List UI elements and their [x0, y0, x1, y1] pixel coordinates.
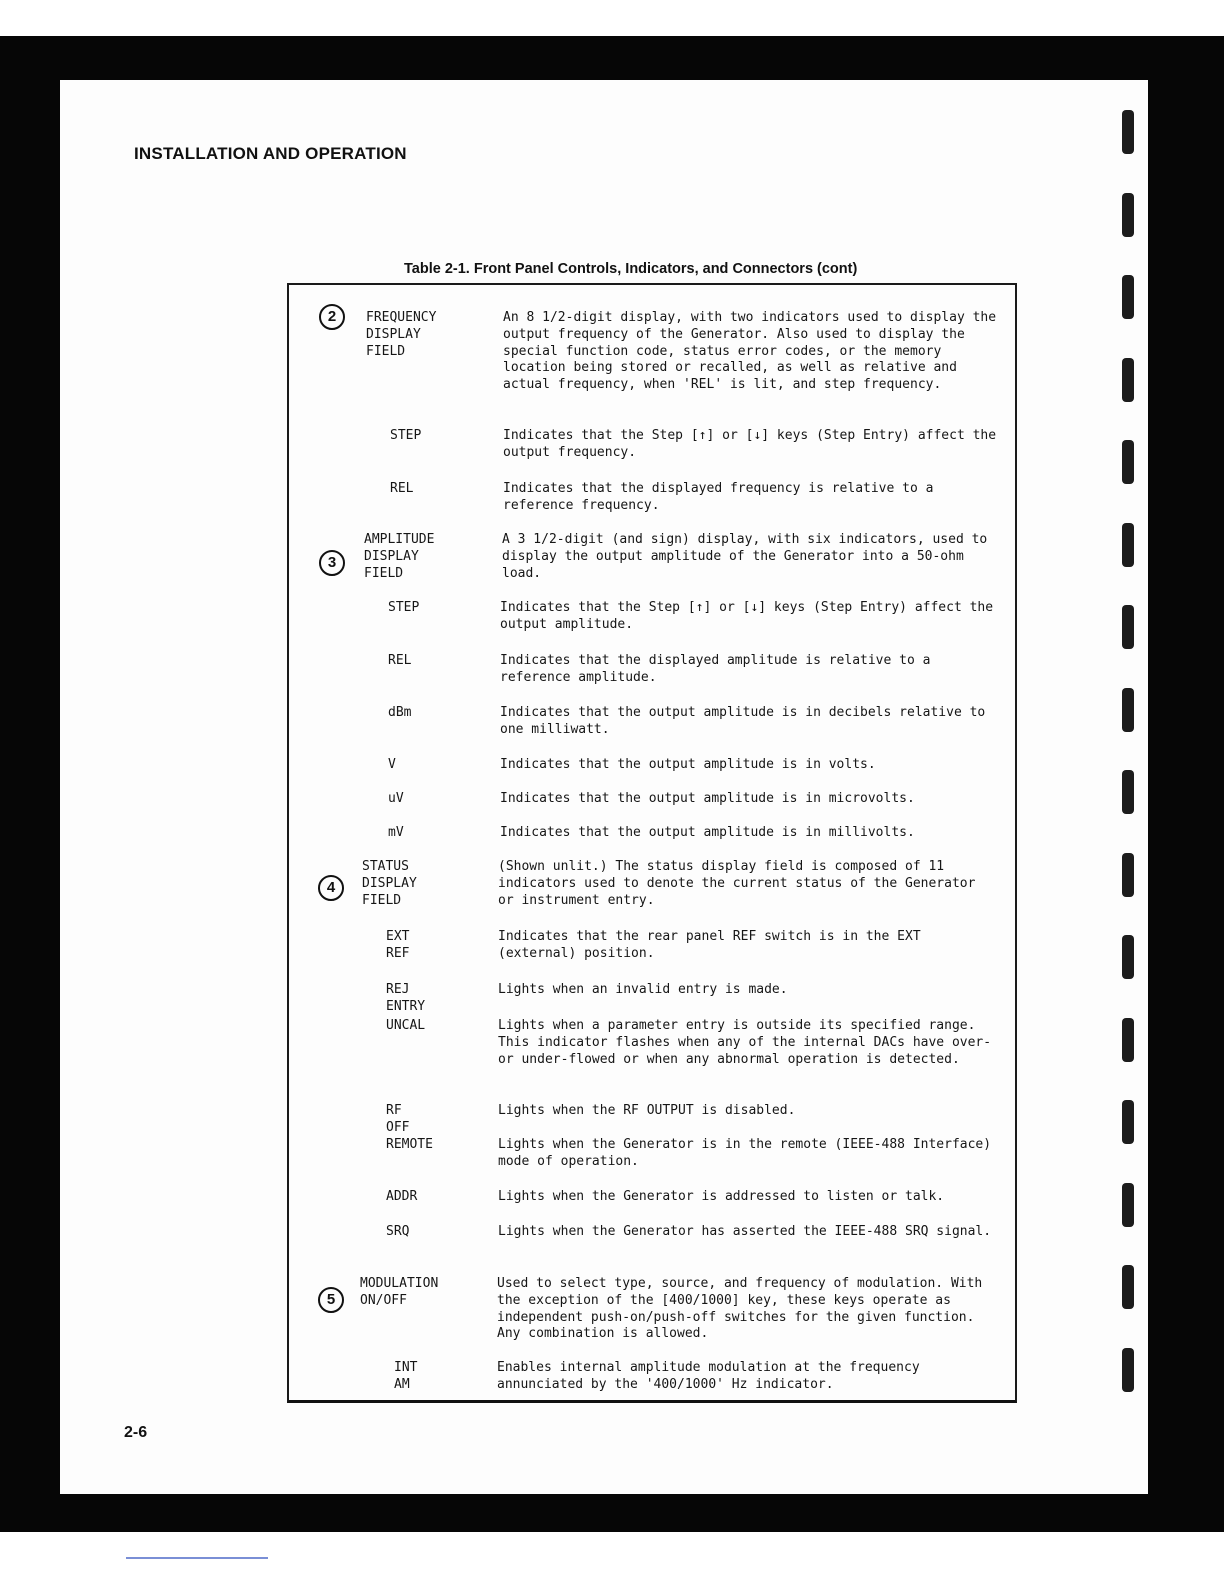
binder-tab-mark	[1122, 770, 1134, 814]
control-description: Lights when an invalid entry is made.	[498, 982, 788, 997]
binder-tab-strip	[1118, 110, 1144, 1470]
control-description: Indicates that the output amplitude is in millivolts.	[500, 825, 915, 840]
binder-tab-mark	[1122, 1100, 1134, 1144]
callout-number: 5	[318, 1287, 344, 1313]
page-header: INSTALLATION AND OPERATION	[134, 144, 407, 163]
control-name: V	[388, 757, 396, 772]
callout-number: 2	[319, 304, 345, 330]
control-name: FREQUENCY DISPLAY FIELD	[366, 310, 437, 359]
control-description: Lights when the Generator is addressed to listen or talk.	[498, 1189, 945, 1204]
control-name: STATUS DISPLAY FIELD	[362, 859, 417, 908]
binder-tab-mark	[1122, 1265, 1134, 1309]
control-description: An 8 1/2-digit display, with two indicators used to display the output frequency of the Generator. Also used to display the special function code, status error codes, or the memory location being stored or recalled, as well as relative and actual frequency, when 'REL' is lit, and step frequency.	[503, 310, 997, 393]
control-description: Indicates that the output amplitude is in microvolts.	[500, 791, 915, 806]
control-name: INT AM	[394, 1360, 418, 1392]
control-name: MODULATION ON/OFF	[360, 1276, 439, 1308]
control-name: ADDR	[386, 1189, 418, 1204]
binder-tab-mark	[1122, 358, 1134, 402]
control-description: Indicates that the displayed frequency is relative to a reference frequency.	[503, 481, 934, 513]
control-name: REL	[390, 481, 414, 496]
control-name: dBm	[388, 705, 412, 720]
binder-tab-mark	[1122, 1018, 1134, 1062]
binder-tab-mark	[1122, 440, 1134, 484]
control-name: EXT REF	[386, 929, 410, 961]
control-description: Indicates that the Step [↑] or [↓] keys (Step Entry) affect the output amplitude.	[500, 600, 994, 632]
table-title: Table 2-1. Front Panel Controls, Indicators, and Connectors (cont)	[404, 261, 858, 277]
binder-tab-mark	[1122, 110, 1134, 154]
scan-top-margin	[0, 0, 1224, 36]
control-description: A 3 1/2-digit (and sign) display, with six indicators, used to display the output amplitude of the Generator into a 50-ohm load.	[502, 532, 988, 581]
control-description: (Shown unlit.) The status display field is composed of 11 indicators used to denote the current status of the Generator or instrument entry.	[498, 859, 976, 908]
binder-tab-mark	[1122, 1348, 1134, 1392]
control-name: STEP	[388, 600, 420, 615]
control-description: Indicates that the output amplitude is in decibels relative to one milliwatt.	[500, 705, 986, 737]
control-description: Lights when the Generator is in the remote (IEEE-488 Interface) mode of operation.	[498, 1137, 992, 1169]
binder-tab-mark	[1122, 1183, 1134, 1227]
page-number: 2-6	[124, 1424, 148, 1441]
control-name: REMOTE	[386, 1137, 433, 1152]
control-description: Indicates that the output amplitude is in volts.	[500, 757, 876, 772]
binder-tab-mark	[1122, 193, 1134, 237]
control-name: STEP	[390, 428, 422, 443]
control-name: RF OFF	[386, 1103, 410, 1135]
callout-number: 3	[319, 550, 345, 576]
binder-tab-mark	[1122, 935, 1134, 979]
binder-tab-mark	[1122, 853, 1134, 897]
control-description: Lights when a parameter entry is outside its specified range. This indicator flashes when any of the internal DACs have over- or under-flowed or when any abnormal operation is detected.	[498, 1018, 992, 1067]
binder-tab-mark	[1122, 605, 1134, 649]
callout-number: 4	[318, 875, 344, 901]
binder-tab-mark	[1122, 275, 1134, 319]
control-name: mV	[388, 825, 404, 840]
control-description: Used to select type, source, and frequency of modulation. With the exception of the [400/1000] key, these keys operate as independent push-on/push-off switches for the given function. Any combination is allowed.	[497, 1276, 983, 1342]
control-name: UNCAL	[386, 1018, 426, 1033]
control-description: Indicates that the Step [↑] or [↓] keys (Step Entry) affect the output frequency.	[503, 428, 997, 460]
binder-tab-mark	[1122, 523, 1134, 567]
binder-tab-mark	[1122, 688, 1134, 732]
control-description: Indicates that the displayed amplitude is relative to a reference amplitude.	[500, 653, 931, 685]
control-name: REJ ENTRY	[386, 982, 426, 1014]
control-description: Indicates that the rear panel REF switch is in the EXT (external) position.	[498, 929, 921, 961]
control-name: uV	[388, 791, 404, 806]
control-name: SRQ	[386, 1224, 410, 1239]
underline-mark	[126, 1557, 268, 1559]
control-name: REL	[388, 653, 412, 668]
control-description: Lights when the Generator has asserted the IEEE-488 SRQ signal.	[498, 1224, 992, 1239]
control-description: Enables internal amplitude modulation at the frequency annunciated by the '400/1000' Hz indicator.	[497, 1360, 920, 1392]
control-description: Lights when the RF OUTPUT is disabled.	[498, 1103, 796, 1118]
control-name: AMPLITUDE DISPLAY FIELD	[364, 532, 435, 581]
